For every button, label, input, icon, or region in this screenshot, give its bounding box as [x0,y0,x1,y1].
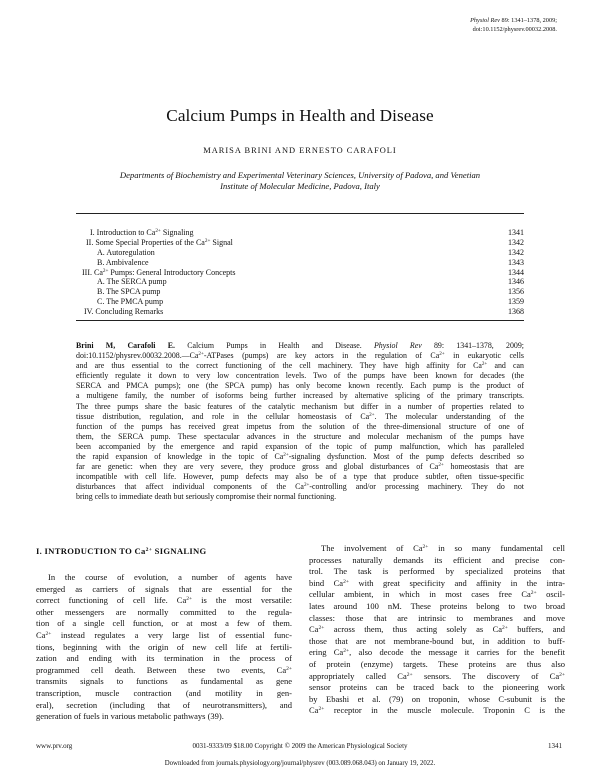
body-line: cellular ambient, in which in most cases free $Ca^{2+}$ oscil- [309,589,565,600]
right-column [309,543,565,717]
abstract-line: disturbances that affect individual components of the $Ca^{2+}$-controlling and/or processing machinery. They do not [76,482,524,492]
abstract-line: Brini M, Carafoli E. Calcium Pumps in Health and Disease. Physiol Rev 89: 1341–1378, 2009; [76,341,524,350]
toc-entry-page: 1341 [508,228,524,237]
abstract-line: the rapid expansion of knowledge in the topic of $Ca^{2+}$-signaling dysfunction. Most of the pump defects described so [76,452,524,462]
toc-entry-label: II. Some Special Properties of the $Ca^{2+}$ Signal [86,237,233,247]
toc-entry-label: C. The PMCA pump [97,297,164,307]
toc-entry-label: A. Autoregulation [97,247,155,257]
body-line: emerged as carriers of signals that are essential for the [36,583,292,594]
download-note: Downloaded from journals.physiology.org/journal/physrev (003.089.068.043) on January 19, 2022. [164,760,436,767]
footer-copyright: 0031-9333/09 $18.00 Copyright © 2009 the American Physiological Society [192,742,408,750]
body-line: classes: those that are intrinsic to membranes and move [309,612,565,623]
article-title: Calcium Pumps in Health and Disease [166,106,434,125]
abstract-line: bring cells to immediate death but seriously compromise their normal functioning. [76,492,337,502]
body-line: sensor proteins can be traced back to the pioneering work [309,682,565,693]
body-line: lates around 100 nM. These proteins belong to two broad [309,600,565,611]
abstract-line: and are thus essential to the correct functioning of the cell machinery. They have high affinity for $Ca^{2+}$ and can [76,361,524,371]
body-line: appropriately called $Ca^{2+}$ sensors. The discovery of $Ca^{2+}$ [309,670,565,681]
toc-entry[interactable] [76,297,524,307]
body-line: by Ebashi et al. (79) on troponin, whose C-subunit is the [309,693,565,704]
body-line: The involvement of $Ca^{2+}$ in so many fundamental cell [321,543,565,553]
body-line: transcription, muscle contraction (and motility in gen- [36,687,292,698]
footer-website[interactable]: www.prv.org [36,742,73,750]
body-line: other messengers are normally committed to the regula- [36,606,292,617]
body-line: $Ca^{2+}$ across them, thus acting solely as $Ca^{2+}$ buffers, and [309,624,565,635]
doi-text: doi:10.1152/physrev.00032.2008. [472,26,557,33]
abstract-line: The three pumps share the basic features of the catalytic mechanism but differ in a number of properties related to [76,401,524,411]
toc-bottom-rule [76,320,524,321]
toc-entry[interactable] [76,228,524,238]
abstract-line: efficiently regulate it down to very low concentration levels. Two of the pumps have been known for decades (the [76,371,524,381]
toc-entry[interactable] [76,248,524,258]
abstract-line: been accompanied by the emergence and rapid expansion of the topic of pump malfunction, which has paralleled [76,441,524,451]
body-line: ering $Ca^{2+}$, also decode the message it carries for the benefit [309,647,565,658]
abstract-line: incompatible with cell life. However, pump defects may also be of a type that produce subtler, often tissue-specific [76,472,524,482]
body-line: programmed cell death. Between these two events, $Ca^{2+}$ [36,664,292,675]
body-line: In the course of evolution, a number of agents have [48,572,292,582]
toc-entry-page: 1342 [508,247,524,257]
body-line: processes naturally demands its efficient and precise con- [309,554,565,565]
toc-entry-page: 1368 [508,307,524,317]
section-heading: I. INTRODUCTION TO $Ca^{2+}$ SIGNALING [36,546,207,556]
journal-citation [297,16,557,34]
abstract-line: tissue distribution, regulation, and role in the cellular homeostasis of $Ca^{2+}$. The molecular understanding of the [76,411,524,421]
body-line: $Ca^{2+}$ instead regulates a very large list of essential func- [36,629,292,640]
journal-name: Physiol Rev [470,17,500,24]
body-line: tion of a single cell function, or at most a few of them. [36,618,292,629]
footer-page-number: 1341 [548,742,562,750]
abstract-line: SERCA and PMCA pumps); one (the SPCA pump) has only become known recently. Each pump is the product of [76,381,524,391]
toc-entry-label: B. The SPCA pump [97,287,161,297]
body-line: tions, beginning with the origin of new cell life at fertili- [36,641,292,652]
body-line: bind $Ca^{2+}$ with great specificity and affinity in the intra- [309,577,565,588]
affiliation [50,170,550,192]
toc-entry-page: 1343 [508,257,524,267]
toc-entry-label: III. $Ca^{2+}$ Pumps: General Introductory Concepts [82,267,236,277]
affiliation-line-1: Departments of Biochemistry and Experimental Veterinary Sciences, University of Padova, and Venetian [119,170,481,180]
body-line: $Ca^{2+}$ receptor in the muscle molecule. Troponin C is the [309,705,565,716]
toc-entry[interactable] [76,277,524,287]
toc-entry-page: 1346 [508,277,524,287]
abstract-line: function of the pumps has received great impetus from the solution of the three-dimensional structure of one of [76,421,524,431]
body-line: eral), secretion (including that of neurotransmitters), and [36,699,292,710]
abstract [76,341,524,503]
toc-entry-page: 1344 [508,267,524,277]
toc-entry-label: A. The SERCA pump [97,277,167,287]
left-column [36,572,292,723]
volume-pages: 89: 1341–1378, 2009; [501,17,557,24]
toc-entry[interactable] [76,287,524,297]
abstract-line: $doi:10.1152/physrev.00032.2008.—Ca^{2+}$-ATPases (pumps) are key actors in the regulation of $Ca^{2+}$ in eukaryotic cells [76,351,524,361]
toc-entry-page: 1342 [508,237,524,247]
toc-entry-page: 1356 [508,287,524,297]
body-line: transmits signals to functions as fundamental as gene [36,676,292,687]
toc-entry[interactable] [76,258,524,268]
body-line: trol. The task is performed by specialized proteins that [309,566,565,577]
affiliation-line-2: Institute of Molecular Medicine, Padova, Italy [220,181,380,191]
toc-entry-label: I. Introduction to $Ca^{2+}$ Signaling [90,228,194,237]
toc-top-rule [76,213,524,214]
body-line: those that are not membrane-bound but, in addition to buff- [309,635,565,646]
body-line: of protein (enzyme) targets. These proteins are thus also [309,658,565,669]
toc-entry-label: B. Ambivalence [97,257,149,267]
toc-entry[interactable] [76,238,524,248]
toc-entry[interactable] [76,307,524,317]
toc-entry-label: IV. Concluding Remarks [84,307,164,317]
body-line: correct functioning of cell life. $Ca^{2+}$ is the most versatile: [36,595,292,606]
abstract-line: a multigene family, the number of isoforms being further increased by alternative splicing of the primary transcripts. [76,391,524,401]
toc-entry[interactable] [76,268,524,278]
author-line: MARISA BRINI AND ERNESTO CARAFOLI [203,146,397,155]
body-line: zation and ending with its termination in the process of [36,653,292,664]
toc-entry-page: 1359 [508,297,524,307]
abstract-line: them, the SERCA pump. These spectacular advances in the structure and molecular mechanism of the pumps have [76,431,524,441]
table-of-contents [76,228,524,317]
body-line: generation of fuels in various metabolic pathways (39). [36,711,224,722]
abstract-line: far are genetic: when they are very severe, they produce gross and global disturbances of $Ca^{2+}$ homeostasis that are [76,462,524,472]
